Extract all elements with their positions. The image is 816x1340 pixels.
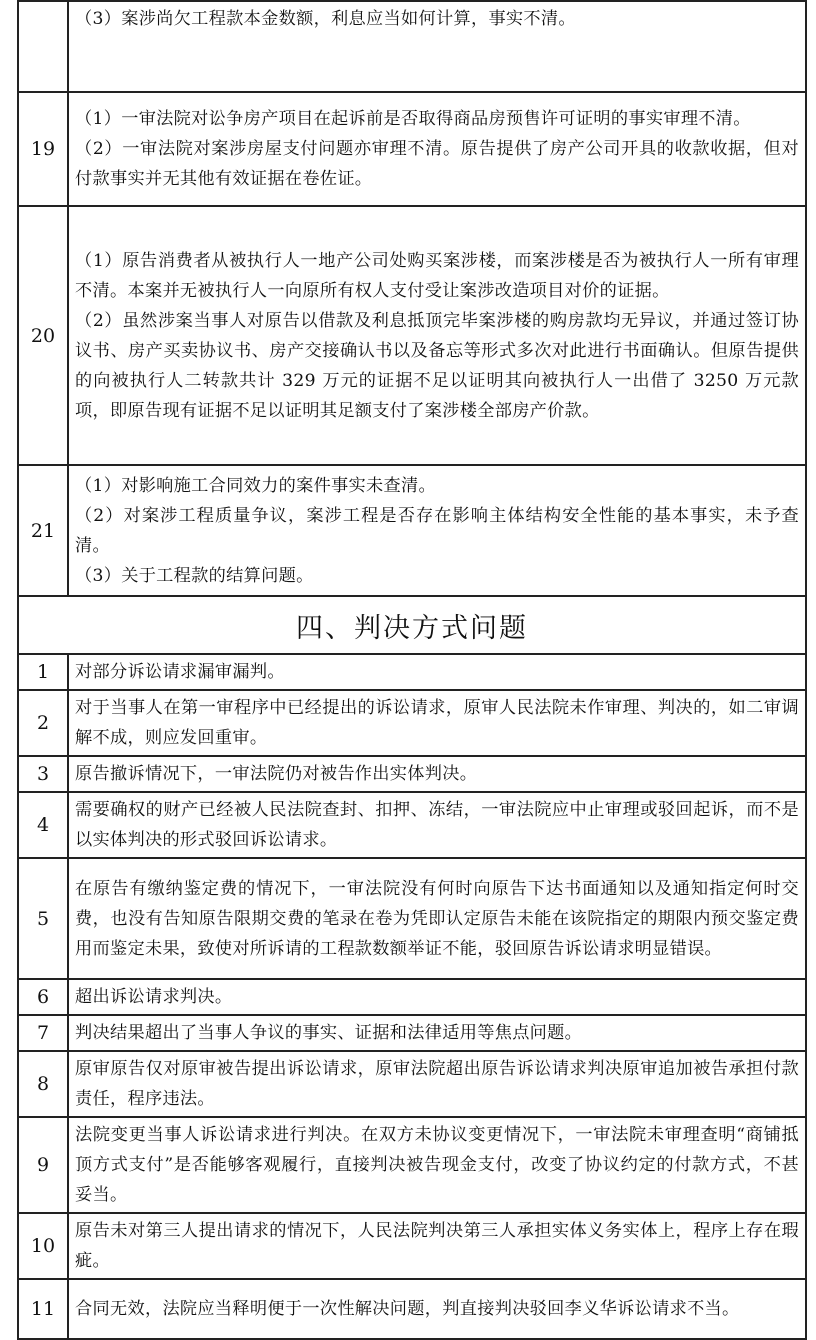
- content-cell: 超出诉讼请求判决。: [68, 979, 806, 1015]
- table-row: [18, 465, 806, 596]
- table-row: [18, 1051, 806, 1117]
- content-cell: 需要确权的财产已经被人民法院查封、扣押、冻结，一审法院应中止审理或驳回起诉，而不是以实体判决的形式驳回诉讼请求。: [68, 792, 806, 858]
- paragraph: （2）虽然涉案当事人对原告以借款及利息抵顶完毕案涉楼的购房款均无异议，并通过签订协议书、房产买卖协议书、房产交接确认书以及备忘等形式多次对此进行书面确认。但原告提供的向被执行人二转款共计 329 万元的证据不足以证明其向被执行人一出借了 3250 万元款项，即原告现有证据不足以证明其足额支付了案涉楼全部房产价款。: [75, 310, 799, 421]
- row-number: 20: [18, 206, 68, 465]
- content-cell: 合同无效，法院应当释明便于一次性解决问题，判直接判决驳回李义华诉讼请求不当。: [68, 1279, 806, 1339]
- row-number: 6: [18, 979, 68, 1015]
- row-number-cell: [18, 1, 68, 92]
- row-number: 21: [18, 465, 68, 596]
- judgment-issues-table: [17, 0, 807, 1340]
- row-number: 9: [18, 1117, 68, 1213]
- table-row: [18, 92, 806, 206]
- section-heading-row: [18, 596, 806, 654]
- table-row: [18, 1015, 806, 1051]
- table-row: [18, 654, 806, 690]
- table-row: [18, 792, 806, 858]
- row-number: 1: [18, 654, 68, 690]
- row-number: 11: [18, 1279, 68, 1339]
- table-row: [18, 690, 806, 756]
- content-cell: 对于当事人在第一审程序中已经提出的诉讼请求，原审人民法院未作审理、判决的，如二审调解不成，则应发回重审。: [68, 690, 806, 756]
- table-row: [18, 206, 806, 465]
- table-row: [18, 1213, 806, 1279]
- content-cell: 对部分诉讼请求漏审漏判。: [68, 654, 806, 690]
- paragraph: （1）一审法院对讼争房产项目在起诉前是否取得商品房预售许可证明的事实审理不清。: [75, 109, 751, 129]
- content-cell: 法院变更当事人诉讼请求进行判决。在双方未协议变更情况下，一审法院未审理查明“商铺抵顶方式支付”是否能够客观履行，直接判决被告现金支付，改变了协议约定的付款方式，不甚妥当。: [68, 1117, 806, 1213]
- row-number: 8: [18, 1051, 68, 1117]
- content-cell: 原审原告仅对原审被告提出诉讼请求，原审法院超出原告诉讼请求判决原审追加被告承担付款责任，程序违法。: [68, 1051, 806, 1117]
- content-cell: 判决结果超出了当事人争议的事实、证据和法律适用等焦点问题。: [68, 1015, 806, 1051]
- content-cell: 原告未对第三人提出请求的情况下，人民法院判决第三人承担实体义务实体上，程序上存在瑕疵。: [68, 1213, 806, 1279]
- content-cell: [68, 206, 806, 465]
- content-cell: [68, 92, 806, 206]
- table-row: [18, 979, 806, 1015]
- row-number: 4: [18, 792, 68, 858]
- paragraph: （1）对影响施工合同效力的案件事实未查清。: [75, 475, 436, 496]
- table-row: [18, 1279, 806, 1339]
- row-number: 10: [18, 1213, 68, 1279]
- paragraph: （1）原告消费者从被执行人一地产公司处购买案涉楼，而案涉楼是否为被执行人一所有审理不清。本案并无被执行人一向原所有权人支付受让案涉改造项目对价的证据。: [75, 250, 799, 301]
- content-cell: [68, 465, 806, 596]
- paragraph: （3）关于工程款的结算问题。: [75, 565, 314, 586]
- content-cell: [68, 1, 806, 92]
- paragraph: （3）案涉尚欠工程款本金数额，利息应当如何计算，事实不清。: [75, 9, 576, 29]
- row-number: 3: [18, 756, 68, 792]
- table-row: [18, 858, 806, 979]
- row-number: 19: [18, 92, 68, 206]
- paragraph: （2）一审法院对案涉房屋支付问题亦审理不清。原告提供了房产公司开具的收款收据，但对付款事实并无其他有效证据在卷佐证。: [75, 139, 799, 189]
- table-row: [18, 1, 806, 92]
- section-heading: 四、判决方式问题: [18, 596, 806, 654]
- content-cell: 原告撤诉情况下，一审法院仍对被告作出实体判决。: [68, 756, 806, 792]
- row-number: 7: [18, 1015, 68, 1051]
- table-row: [18, 756, 806, 792]
- row-number: 2: [18, 690, 68, 756]
- table-row: [18, 1117, 806, 1213]
- content-cell: 在原告有缴纳鉴定费的情况下，一审法院没有何时向原告下达书面通知以及通知指定何时交费，也没有告知原告限期交费的笔录在卷为凭即认定原告未能在该院指定的期限内预交鉴定费用而鉴定未果，致使对所诉请的工程款数额举证不能，驳回原告诉讼请求明显错误。: [68, 858, 806, 979]
- paragraph: （2）对案涉工程质量争议，案涉工程是否存在影响主体结构安全性能的基本事实，未予查清。: [75, 505, 799, 556]
- row-number: 5: [18, 858, 68, 979]
